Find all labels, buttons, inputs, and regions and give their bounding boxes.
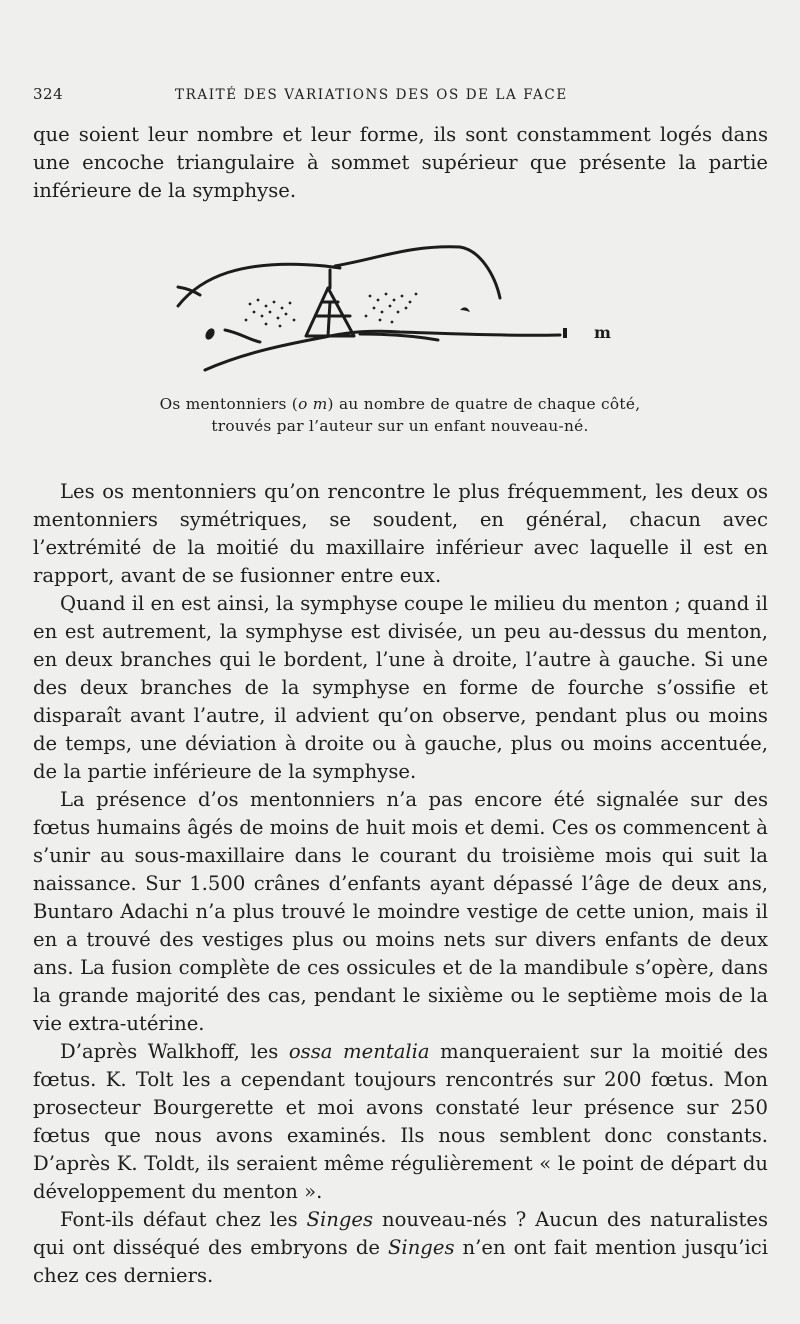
figure-label: m (594, 323, 611, 342)
body-text (33, 478, 768, 1290)
paragraph-5-italic-1: Singes (306, 1208, 374, 1231)
caption-line-1 (90, 393, 710, 415)
paragraph-4-italic: ossa mentalia (288, 1040, 430, 1063)
intro-paragraph (33, 121, 768, 205)
paragraph-3: La présence d’os mentonniers n’a pas encore été signalée sur des fœtus humains âgés de moins de huit mois et demi. Ces os commencent à s’unir au sous-maxillaire dans le courant du troisième mois qui suit la naissance. Sur 1.500 crânes d’enfants ayant dépassé l’âge de deux ans, Buntaro Adachi n’a plus trouvé le moindre vestige de cette union, mais il en a trouvé des vestiges plus ou moins nets sur divers enfants de deux ans. La fusion complète de ces ossicules et de la mandibule s’opère, dans la grande majorité des cas, pendant le sixième ou le septième mois de la vie extra-utérine. (33, 788, 768, 1035)
paragraph-1: Les os mentonniers qu’on rencontre le plus fréquemment, les deux os mentonniers symétriques, se soudent, en général, chacun avec l’extrémité de la moitié du maxillaire inférieur avec laquelle il est en rapport, avant de se fusionner entre eux. (33, 480, 768, 587)
paragraph-5-italic-2: Singes (388, 1236, 455, 1259)
paragraph-4-text-b: manqueraient sur la moitié des fœtus. K. Tolt les a cependant toujours rencontrés sur 200 fœtus. Mon prosecteur Bourgerette et moi avons constaté leur présence sur 250 fœtus que nous avons examinés. Ils nous semblent donc constants. D’après K. Toldt, ils seraient même régulièrement « le point de départ du développement du menton ». (33, 1040, 768, 1203)
paragraph-4-text-a: D’après Walkhoff, les (60, 1040, 289, 1063)
caption-text-2: ) au nombre de quatre de chaque côté, (327, 395, 641, 413)
paragraph-5-text-c: n’en ont fait mention jusqu’ici chez ces derniers. (33, 1236, 768, 1287)
paragraph-5-text-a: Font-ils défaut chez les (60, 1208, 307, 1231)
paragraph-5-text-b: nouveau-nés ? Aucun des naturalistes qui ont disséqué des embryons de (33, 1208, 768, 1259)
paragraph-4 (33, 1038, 768, 1206)
paragraph-5 (33, 1206, 768, 1290)
caption-line-2: trouvés par l’auteur sur un enfant nouveau-né. (211, 417, 589, 435)
caption-text-1: Os mentonniers ( (159, 395, 299, 413)
figure-mental-ossicles (170, 240, 630, 380)
caption-italic: o m (298, 395, 328, 413)
running-title: TRAITÉ DES VARIATIONS DES OS DE LA FACE (175, 87, 568, 103)
figure-caption (90, 393, 710, 437)
paragraph-2: Quand il en est ainsi, la symphyse coupe le milieu du menton ; quand il en est autrement, la symphyse est divisée, un peu au-dessus du menton, en deux branches qui le bordent, l’une à droite, l’autre à gauche. Si une des deux branches de la symphyse en forme de fourche s’ossifie et disparaît avant l’autre, il advient qu’on observe, pendant plus ou moins de temps, une déviation à droite ou à gauche, plus ou moins accentuée, de la partie inférieure de la symphyse. (33, 592, 769, 783)
page-number: 324 (33, 85, 64, 103)
mandible-sketch (170, 240, 630, 380)
intro-text: que soient leur nombre et leur forme, ils sont constamment logés dans une encoche triangulaire à sommet supérieur que présente la partie inférieure de la symphyse. (33, 123, 768, 202)
